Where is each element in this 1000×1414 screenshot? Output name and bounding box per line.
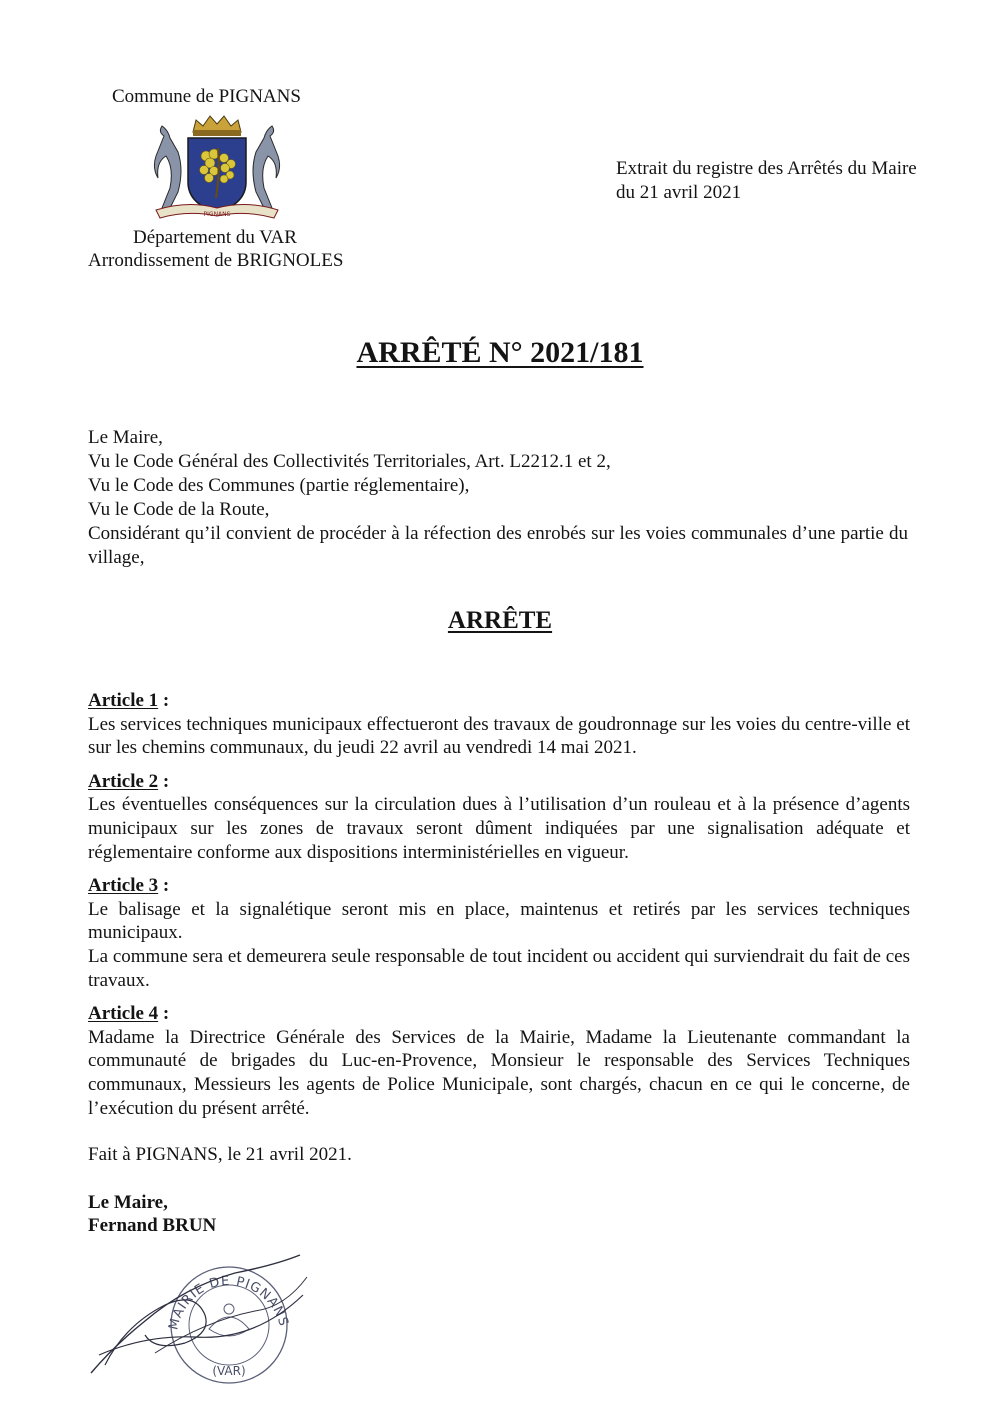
decree-title-text: ARRÊTÉ N° 2021/181 <box>356 336 644 369</box>
department-line: Département du VAR <box>133 227 297 248</box>
article-paragraph: Madame la Directrice Générale des Services de la Mairie, Madame la Lieutenante commandant la communauté de brigades du Luc-en-Provence, Monsieur le responsable des Services Techniques communaux, Messieurs les agents de Police Municipale, sont chargés, chacun en ce qui le concerne, de l’exécution du présent arrêté. <box>88 1026 910 1119</box>
arrete-heading-text: ARRÊTE <box>447 607 553 634</box>
article-body <box>88 793 910 864</box>
preamble-line: Vu le Code de la Route, <box>88 499 270 520</box>
article-label: Article 2 <box>88 770 159 792</box>
preamble-considerant: Considérant qu’il convient de procéder à la réfection des enrobés sur les voies communales d’une partie du village, <box>88 523 908 568</box>
article-paragraph: Le balisage et la signalétique seront mis en place, maintenus et retirés par les services techniques municipaux. <box>88 898 910 944</box>
articles-section <box>88 689 910 1130</box>
signatory-name: Fernand BRUN <box>88 1215 217 1236</box>
signatory-title: Le Maire, <box>88 1192 168 1213</box>
decree-title <box>0 333 1000 373</box>
article-paragraph: La commune sera et demeurera seule responsable de tout incident ou accident qui surviendrait du fait de ces travaux. <box>88 945 910 991</box>
article-4 <box>88 1002 910 1120</box>
preamble <box>88 426 908 570</box>
register-extract-date: du 21 avril 2021 <box>616 182 742 203</box>
article-colon: : <box>158 690 170 711</box>
article-colon: : <box>158 770 170 792</box>
preamble-line: Vu le Code des Communes (partie réglementaire), <box>88 475 470 496</box>
register-extract-line: Extrait du registre des Arrêtés du Maire <box>616 158 917 179</box>
article-heading <box>88 689 910 713</box>
article-label: Article 1 <box>88 690 159 711</box>
article-heading <box>88 874 910 898</box>
article-label: Article 3 <box>88 875 159 897</box>
svg-text:MAIRIE DE PIGNANS <box>166 1274 291 1332</box>
preamble-line: Le Maire, <box>88 427 163 448</box>
commune-name: Commune de PIGNANS <box>112 86 301 107</box>
official-stamp-icon <box>85 1225 315 1385</box>
done-at-line: Fait à PIGNANS, le 21 avril 2021. <box>88 1144 352 1165</box>
coat-of-arms-icon <box>148 112 286 222</box>
stamp-ring-text: MAIRIE DE PIGNANS <box>166 1273 291 1332</box>
article-1 <box>88 689 910 760</box>
arrondissement-line: Arrondissement de BRIGNOLES <box>88 250 344 271</box>
article-body <box>88 713 910 760</box>
stamp-bottom-text: (VAR) <box>212 1364 246 1378</box>
arrete-heading <box>0 605 1000 637</box>
article-paragraph: Les services techniques municipaux effectueront des travaux de goudronnage sur les voies du centre-ville et sur les chemins communaux, du jeudi 22 avril au vendredi 14 mai 2021. <box>88 713 910 759</box>
article-body <box>88 1026 910 1120</box>
article-colon: : <box>158 875 170 897</box>
article-2 <box>88 770 910 864</box>
article-paragraph: Les éventuelles conséquences sur la circulation dues à l’utilisation d’un rouleau et à la présence d’agents municipaux sur les zones de travaux seront dûment indiquées par une signalisation adéquate et réglementaire conforme aux dispositions interministérielles en vigueur. <box>88 794 910 863</box>
preamble-line: Vu le Code Général des Collectivités Territoriales, Art. L2212.1 et 2, <box>88 451 611 472</box>
article-heading <box>88 770 910 794</box>
article-body <box>88 898 910 992</box>
article-heading <box>88 1002 910 1026</box>
article-colon: : <box>158 1003 170 1025</box>
article-label: Article 4 <box>88 1003 159 1025</box>
crest-ribbon-text: PIGNANS <box>203 211 231 218</box>
article-3 <box>88 874 910 992</box>
